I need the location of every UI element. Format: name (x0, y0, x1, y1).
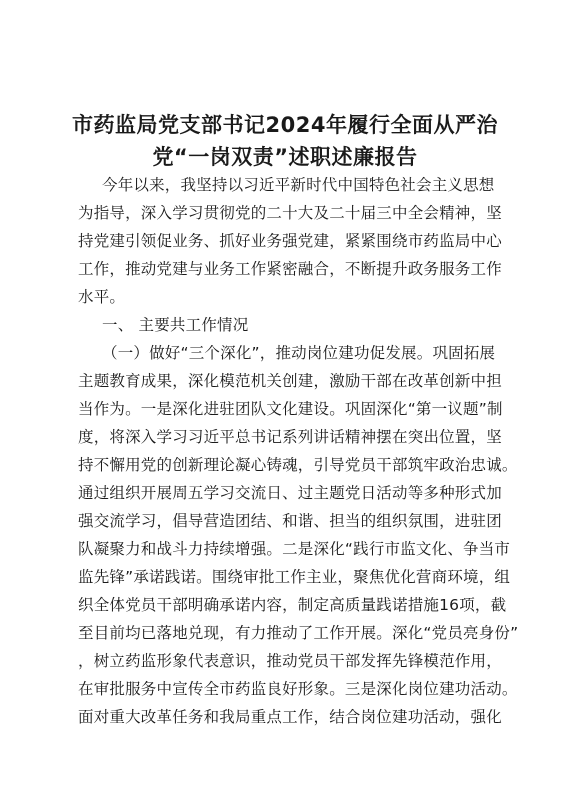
paragraph-line: 水平。 (78, 288, 126, 306)
paragraph-line: 当作为。一是深化进驻团队文化建设。巩固深化“第一议题”制 (78, 400, 503, 418)
document-title-line-1: 市药监局党支部书记2024年履行全面从严治 (72, 113, 498, 137)
paragraph-line: 至目前均已落地兑现，有力推动了工作开展。深化“党员亮身份” (78, 624, 519, 642)
paragraph-line: 持不懈用党的创新理论凝心铸魂，引导党员干部筑牢政治忠诚。 (78, 456, 518, 474)
paragraph-line: 监先锋”承诺践诺。围绕审批工作主业，聚焦优化营商环境，组 (78, 568, 511, 586)
paragraph-line: 在审批服务中宣传全市药监良好形象。三是深化岗位建功活动。 (78, 680, 518, 698)
paragraph-line: ，树立药监形象代表意识，推动党员干部发挥先锋模范作用， (78, 652, 502, 670)
paragraph-line: 强交流学习，倡导营造团结、和谐、担当的组织氛围，进驻团 (78, 512, 502, 530)
section-heading: 一、 主要共工作情况 (102, 316, 249, 334)
paragraph-line: 织全体党员干部明确承诺内容，制定高质量践诺措施16项，截 (78, 596, 507, 614)
paragraph-line: 度，将深入学习习近平总书记系列讲话精神摆在突出位置，坚 (78, 428, 502, 446)
paragraph-line: 工作，推动党建与业务工作紧密融合，不断提升政务服务工作 (78, 260, 502, 278)
paragraph-line: 面对重大改革任务和我局重点工作，结合岗位建功活动，强化 (78, 708, 502, 726)
paragraph-line: 今年以来，我坚持以习近平新时代中国特色社会主义思想 (102, 176, 495, 194)
paragraph-line: 持党建引领促业务、抓好业务强党建，紧紧围绕市药监局中心 (78, 232, 502, 250)
paragraph-line: （一）做好“三个深化”，推动岗位建功促发展。巩固拓展 (102, 344, 496, 362)
document-title-line-2: 党“一岗双责”述职述廉报告 (152, 145, 418, 169)
paragraph-line: 主题教育成果，深化模范机关创建，激励干部在改革创新中担 (78, 372, 502, 390)
paragraph-line: 为指导，深入学习贯彻党的二十大及二十届三中全会精神，坚 (78, 204, 502, 222)
paragraph-line: 通过组织开展周五学习交流日、过主题党日活动等多种形式加 (78, 484, 502, 502)
paragraph-line: 队凝聚力和战斗力持续增强。二是深化“践行市监文化、争当市 (78, 540, 511, 558)
